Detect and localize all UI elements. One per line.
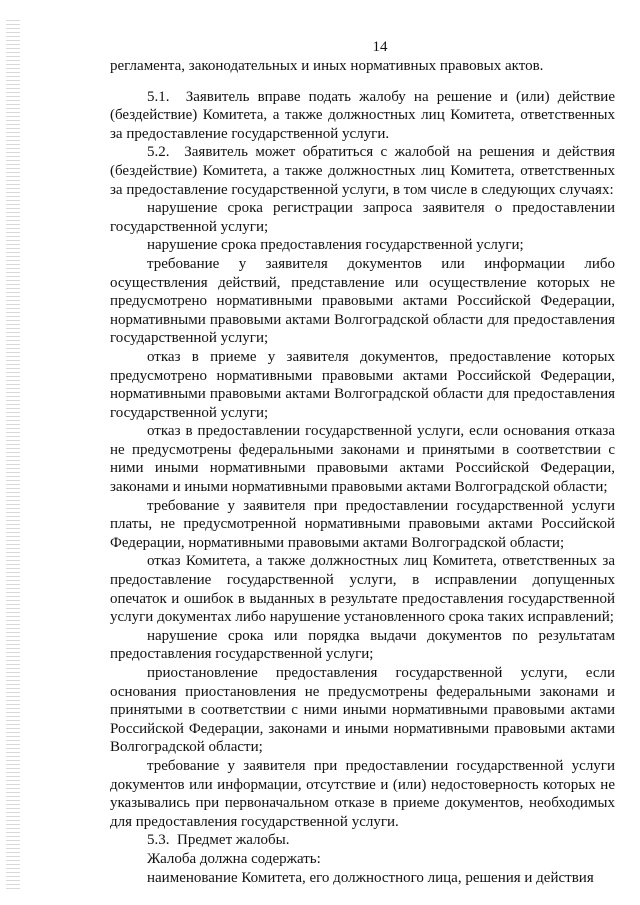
paragraph-7: отказ в предоставлении государственной услуги, если основания отказа не предусмотрены федеральными законами и принятыми в соответствии с ними иными нормативными правовыми актами Российской Федерации, законами и иными нормативными правовыми актами Волгоградской области; xyxy=(110,423,615,496)
paragraph-8: требование у заявителя при предоставлении государственной услуги платы, не предусмотренной нормативными правовыми актами Российской Федерации, нормативными правовыми актами Волгоградской области; xyxy=(110,497,615,551)
document-body xyxy=(110,57,615,887)
paragraph-11: приостановление предоставления государственной услуги, если основания приостановления не предусмотрены федеральными законами и принятыми в соответствии с ними иными нормативными правовыми актами Российской Федерации, законами и иными нормативными правовыми актами Волгоградской области; xyxy=(110,665,615,756)
paragraph-14: Жалоба должна содержать: xyxy=(147,850,321,867)
page-number: 14 xyxy=(372,39,388,55)
paragraph-6: отказ в приеме у заявителя документов, предоставление которых предусмотрено нормативными правовыми актами Российской Федерации, нормативными правовыми актами Волгоградской области для предоставления государственной услуги; xyxy=(110,348,615,421)
paragraph-12: требование у заявителя при предоставлении государственной услуги документов или информации, отсутствие и (или) недостоверность которых не указывались при первоначальном отказе в приеме документов, необходимых для предоставления государственной услуги. xyxy=(110,757,615,830)
paragraph-4: нарушение срока предоставления государственной услуги; xyxy=(147,237,524,254)
paragraph-10: нарушение срока или порядка выдачи документов по результатам предоставления государственной услуги; xyxy=(110,627,615,663)
paragraph-15: наименование Комитета, его должностного лица, решения и действия xyxy=(147,869,594,886)
paragraph-3: нарушение срока регистрации запроса заявителя о предоставлении государственной услуги; xyxy=(110,200,615,235)
paragraph-9: отказ Комитета, а также должностных лиц Комитета, ответственных за предоставление государственной услуги, в исправлении допущенных опечаток и ошибок в выданных в результате предоставления государственной услуги документах либо нарушение установленного срока таких исправлений; xyxy=(110,553,615,626)
paragraph-2: 5.2. Заявитель может обратиться с жалобой на решения и действия (бездействие) Комитета, а также должностных лиц Комитета, ответственных за предоставление государственной услуги, в том числе в следующих случаях: xyxy=(110,144,615,198)
paragraph-13: 5.3. Предмет жалобы. xyxy=(147,832,290,849)
paragraph-0: регламента, законодательных и иных нормативных правовых актов. xyxy=(110,58,544,74)
paragraph-5: требование у заявителя документов или информации либо осуществления действий, представление или осуществление которых не предусмотрено нормативными правовыми актами Российской Федерации, нормативными правовыми актами Волгоградской области для предоставления государственной услуги; xyxy=(110,255,615,347)
paragraph-1: 5.1. Заявитель вправе подать жалобу на решение и (или) действие (бездействие) Комитета, а также должностных лиц Комитета, ответственных за предоставление государственной услуги. xyxy=(110,88,615,142)
scan-margin-artifact xyxy=(6,20,20,890)
